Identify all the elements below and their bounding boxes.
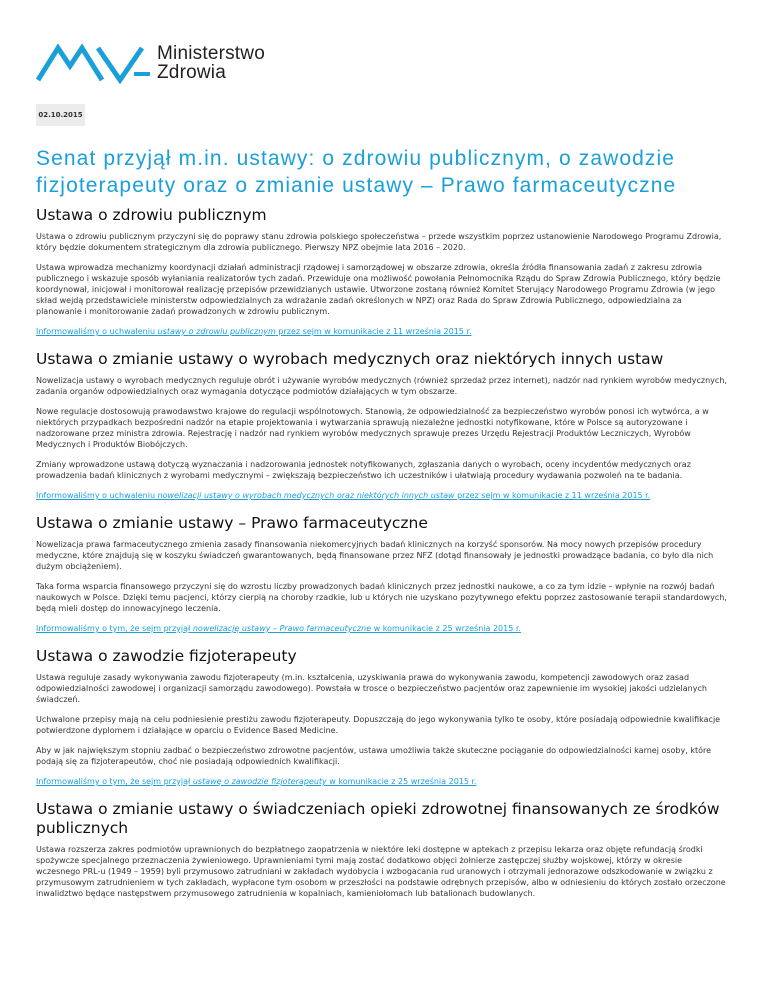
paragraph: Ustawa rozszerza zakres podmiotów uprawnionych do bezpłatnego zaopatrzenia w niektóre leki dostępne w aptekach z przepisu lekarza oraz objęte refundacją środki spożywcze specjalnego przeznaczenia żywieniowego. Uprawnieniami tymi mają zostać dodatkowo objęci żołnierze zastępczej służby wojskowej, którzy w okresie wczesnego PRL-u (1949 – 1959) byli przymusowo zatrudniani w zakładach wydobycia i wzbogacania rud uranowych i otrzymali jednorazowe odszkodowanie w związku z przymusowym zatrudnieniem w tych zakładach, wypłacone tym osobom w przeszłości na podstawie odrębnych przepisów, albo w odniesieniu do których zostało orzeczone inwalidztwo będące następstwem przymusowego zatrudnienia w kopalniach, kamieniołomach lub batalionach budowlanych.: [36, 845, 726, 898]
link-emphasis: nowelizacji ustawy o wyrobach medycznych oraz niektórych innych ustaw: [157, 491, 455, 500]
paragraph: Ustawa reguluje zasady wykonywania zawodu fizjoterapeuty (m.in. kształcenia, uzyskiwania prawa do wykonywania zawodu, kompetencji zawodowych oraz zasad odpowiedzialności zawodowej i organizacji samorządu zawodowego). Powstała w trosce o bezpieczeństwo pacjentów oraz zapewnienie im wysokiej jakości udzielanych świadczeń.: [36, 673, 707, 704]
link-emphasis: ustawę o zawodzie fizjoterapeuty: [192, 777, 327, 786]
link-text: Informowaliśmy o tym, że sejm przyjął: [36, 624, 193, 633]
paragraph: Nowe regulacje dostosowują prawodawstwo krajowe do regulacji wspólnotowych. Stanowią, że odpowiedzialność za bezpieczeństwo wyrobów ponosi ich wytwórca, a w niektórych przypadkach bezpośredni nadzór na etapie projektowania i wytwarzania sprawują niezależne jednostki notyfikowane, które w Polsce są autoryzowane i nadzorowane przez ministra zdrowia. Rejestrację i nadzór nad rynkiem wyrobów medycznych sprawuje prezes Urzędu Rejestracji Produktów Leczniczych, Wyrobów Medycznych i Produktów Biobójczych.: [36, 407, 709, 449]
related-link-paragraph: [36, 490, 728, 501]
date-badge: 02.10.2015: [36, 104, 85, 126]
logo-mark-icon: [36, 42, 154, 84]
logo-text-line1: Ministerstwo: [157, 43, 265, 64]
related-link[interactable]: [36, 777, 477, 786]
article-body: [36, 206, 728, 908]
link-text: przez sejm w komunikacie z 11 września 2015 r.: [275, 327, 472, 336]
paragraph: Uchwalone przepisy mają na celu podniesienie prestiżu zawodu fizjoterapeuty. Dopuszczają do jego wykonywania tylko te osoby, które posiadają odpowiednie kwalifikacje potwierdzone dyplomem i działające w oparciu o Evidence Based Medicine.: [36, 715, 721, 735]
related-link-paragraph: [36, 623, 728, 634]
link-text: Informowaliśmy o tym, że sejm przyjął: [36, 777, 193, 786]
section-public-health: [36, 206, 728, 337]
page-title: Senat przyjął m.in. ustawy: o zdrowiu publicznym, o zawodzie fizjoterapeuty oraz o zmianie ustawy – Prawo farmaceutyczne: [36, 147, 677, 197]
paragraph: Taka forma wsparcia finansowego przyczyni się do wzrostu liczby prowadzonych badań klinicznych przez jednostki naukowe, a co za tym idzie – wpłynie na rozwój badań naukowych w Polsce. Dzięki temu pacjenci, którzy cierpią na choroby rzadkie, lub u których nie uzyskano pozytywnego efektu poprzez zastosowanie terapii standardowych, będą mieli dostęp do innowacyjnego leczenia.: [36, 582, 727, 613]
section-heading: Ustawa o zmianie ustawy – Prawo farmaceutyczne: [36, 514, 428, 532]
paragraph: Ustawa wprowadza mechanizmy koordynacji działań administracji rządowej i samorządowej w obszarze zdrowia, określa źródła finansowania zadań z zakresu zdrowia publicznego i wskazuje sposób wyłaniania realizatorów tych zadań. Przewiduje ona możliwość powołania Pełnomocnika Rządu do Spraw Zdrowia Publicznego, który będzie koordynował, inicjował i monitorował realizację przepisów przewidzianych ustawie. Utworzone zostaną również Komitet Sterujący Narodowego Programu Zdrowia (w jego skład wejdą przedstawiciele ministerstw odpowiedzialnych za wdrażanie zadań określonych w NPZ) oraz Rada do Spraw Zdrowia Publicznego, odpowiedzialna za planowanie i monitorowanie zadań prowadzonych w zdrowiu publicznym.: [36, 263, 721, 316]
link-emphasis: ustawy o zdrowiu publicznym: [157, 327, 276, 336]
link-text: Informowaliśmy o uchwaleniu: [36, 491, 158, 500]
section-healthcare-services: [36, 800, 728, 899]
link-text: przez sejm w komunikacie z 11 września 2015 r.: [454, 491, 651, 500]
section-heading: Ustawa o zmianie ustawy o świadczeniach opieki zdrowotnej finansowanych ze środków publicznych: [36, 800, 720, 837]
link-emphasis: nowelizację ustawy – Prawo farmaceutyczne: [192, 624, 372, 633]
related-link[interactable]: [36, 327, 472, 336]
paragraph: Nowelizacja prawa farmaceutycznego zmienia zasady finansowania niekomercyjnych badań klinicznych na korzyść sponsorów. Na mocy nowych przepisów procedury medyczne, które znajdują się w koszyku świadczeń gwarantowanych, będą finansowane przez NFZ (dotąd finansowały je jednostki prowadzące badania, co było dla nich dużym obciążeniem).: [36, 540, 714, 571]
section-heading: Ustawa o zmianie ustawy o wyrobach medycznych oraz niektórych innych ustaw: [36, 350, 664, 368]
paragraph: Zmiany wprowadzone ustawą dotyczą wyznaczania i nadzorowania jednostek notyfikowanych, zgłaszania danych o wyrobach, oceny incydentów medycznych oraz prowadzenia badań klinicznych z wyrobami medycznymi – zwiększają bezpieczeństwo ich uczestników i ułatwiają procedury wydawania pozwoleń na te badania.: [36, 460, 691, 480]
paragraph: Nowelizacja ustawy o wyrobach medycznych reguluje obrót i używanie wyrobów medycznych (również sprzedaż przez internet), nadzór nad rynkiem wyrobów medycznych, zadania organów odpowiedzialnych oraz wymagania dotyczące podmiotów działających w tym obszarze.: [36, 376, 727, 396]
paragraph: Aby w jak największym stopniu zadbać o bezpieczeństwo zdrowotne pacjentów, ustawa umożliwia także skuteczne pociąganie do odpowiedzialności karnej osoby, które podają się za fizjoterapeutów, choć nie posiadają odpowiednich kwalifikacji.: [36, 746, 712, 766]
section-heading: Ustawa o zdrowiu publicznym: [36, 206, 267, 224]
related-link-paragraph: [36, 326, 728, 337]
section-medical-devices: [36, 350, 728, 501]
link-text: w komunikacie z 25 września 2015 r.: [326, 777, 477, 786]
related-link[interactable]: [36, 491, 650, 500]
link-text: Informowaliśmy o uchwaleniu: [36, 327, 158, 336]
section-physiotherapist: [36, 647, 728, 787]
paragraph: Ustawa o zdrowiu publicznym przyczyni się do poprawy stanu zdrowia polskiego społeczeństwa – przede wszystkim poprzez ustanowienie Narodowego Programu Zdrowia, który będzie dokumentem strategicznym dla zdrowia publicznego. Pierwszy NPZ obejmie lata 2016 – 2020.: [36, 232, 722, 252]
logo-text-line2: Zdrowia: [157, 62, 226, 83]
section-heading: Ustawa o zawodzie fizjoterapeuty: [36, 647, 297, 665]
related-link[interactable]: [36, 624, 521, 633]
ministry-logo[interactable]: [36, 40, 296, 86]
related-link-paragraph: [36, 776, 728, 787]
link-text: w komunikacie z 25 września 2015 r.: [371, 624, 521, 633]
section-pharmaceutical-law: [36, 514, 728, 634]
